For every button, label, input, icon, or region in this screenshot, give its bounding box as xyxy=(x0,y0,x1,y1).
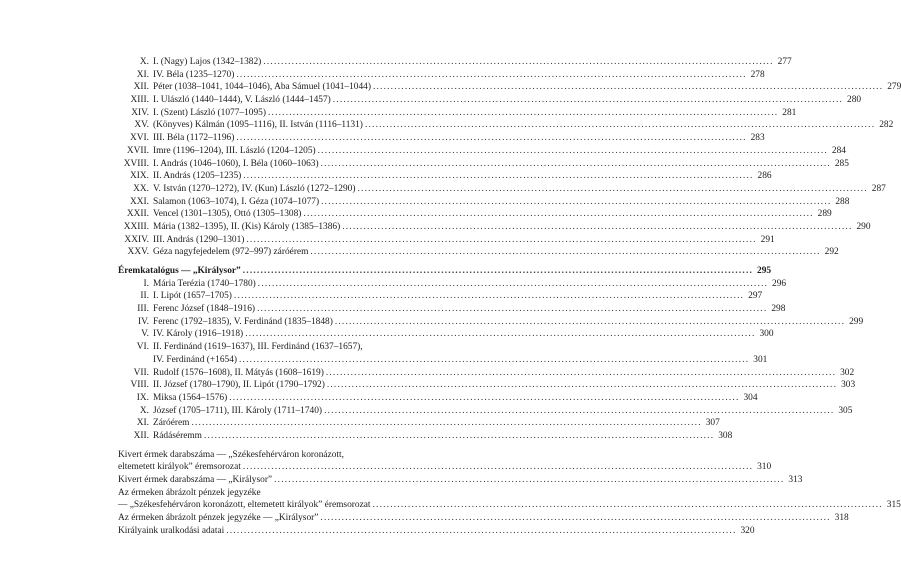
entry-title: I. András (1046–1060), I. Béla (1060–1063) xyxy=(153,158,319,169)
toc-entry[interactable] xyxy=(118,246,839,259)
toc-entry[interactable] xyxy=(118,196,850,209)
entry-number: XXII. xyxy=(126,209,149,220)
entry-title: József (1705–1711), III. Károly (1711–1740) xyxy=(153,405,323,416)
entry-title: Salamon (1063–1074), I. Géza (1074–1077) xyxy=(153,196,320,207)
entry-title: Rudolf (1576–1608), II. Mátyás (1608–1619) xyxy=(153,367,324,378)
entry-number: V. xyxy=(141,329,149,340)
entry-page: 277 xyxy=(777,57,792,67)
entry-number: I. xyxy=(143,278,149,289)
toc-entry[interactable] xyxy=(118,56,792,69)
appendix-title: Az érmeken ábrázolt pénzek jegyzéke xyxy=(118,487,261,498)
toc-entry[interactable] xyxy=(118,278,787,291)
toc-entry[interactable] xyxy=(118,221,871,234)
entry-page: 291 xyxy=(760,234,775,245)
entry-title: Géza nagyfejedelem (972–997) záróérem xyxy=(153,247,309,258)
entry-title: IV. Béla (1235–1270) xyxy=(153,69,235,80)
leader-dots xyxy=(373,499,883,512)
leader-dots xyxy=(229,392,739,405)
entry-page: 283 xyxy=(750,133,765,144)
leader-dots xyxy=(324,405,834,418)
toc-entry[interactable] xyxy=(118,303,786,316)
entry-number: XVIII. xyxy=(123,158,149,169)
section-heading[interactable] xyxy=(118,265,772,278)
leader-dots xyxy=(365,119,875,132)
entry-number: X. xyxy=(139,57,149,67)
leader-dots xyxy=(204,430,714,443)
leader-dots xyxy=(320,512,830,525)
appendix-page: 320 xyxy=(740,525,755,536)
entry-page: 298 xyxy=(771,304,786,315)
entry-title: II. András (1205–1235) xyxy=(153,171,242,182)
table-of-contents xyxy=(118,56,901,537)
leader-dots xyxy=(268,107,778,120)
appendix-entry[interactable] xyxy=(118,512,849,525)
entry-title: Mária Terézia (1740–1780) xyxy=(153,278,256,289)
appendix-entry[interactable] xyxy=(118,461,772,474)
appendix-page: 318 xyxy=(834,513,849,524)
entry-page: 286 xyxy=(757,171,772,182)
appendix-entry[interactable] xyxy=(118,487,414,500)
toc-entry[interactable] xyxy=(118,170,772,183)
toc-entry[interactable] xyxy=(118,132,765,145)
entry-title: Péter (1038–1041, 1044–1046), Aba Sámuel (1041–1044) xyxy=(153,82,371,93)
entry-page: 301 xyxy=(753,354,768,365)
toc-entry[interactable] xyxy=(118,417,720,430)
leader-dots xyxy=(263,56,773,69)
entry-page: 297 xyxy=(748,291,763,302)
toc-entry[interactable] xyxy=(118,316,864,329)
entry-title: I. Ulászló (1440–1444), V. László (1444–1457) xyxy=(153,95,331,106)
leader-dots xyxy=(373,81,883,94)
entry-page: 308 xyxy=(718,430,733,441)
entry-number: XI. xyxy=(136,69,149,80)
leader-dots xyxy=(335,316,845,329)
leader-dots xyxy=(358,183,868,196)
toc-entry[interactable] xyxy=(118,81,901,94)
toc-entry[interactable] xyxy=(118,341,414,354)
entry-title: I. (Szent) László (1077–1095) xyxy=(153,107,266,118)
entry-number: XVI. xyxy=(129,133,149,144)
entry-number: XII. xyxy=(133,82,149,93)
entry-number: XVII. xyxy=(126,145,149,156)
toc-entry[interactable] xyxy=(118,145,846,158)
appendix-entry[interactable] xyxy=(118,499,901,512)
toc-entry[interactable] xyxy=(118,107,797,120)
leader-dots xyxy=(321,158,831,171)
leader-dots xyxy=(342,221,852,234)
appendix-title: Kivert érmek darabszáma — „Székesfehérváron koronázott, xyxy=(118,449,344,460)
leader-dots xyxy=(191,417,701,430)
entry-number: XII. xyxy=(133,430,149,441)
entry-page: 280 xyxy=(847,95,862,106)
leader-dots xyxy=(234,290,744,303)
entry-title: Rádáséremm xyxy=(153,430,202,441)
entry-number: XIV. xyxy=(131,107,149,118)
entry-number: IX. xyxy=(136,392,149,403)
toc-entry[interactable] xyxy=(118,328,774,341)
entry-title: Ferenc (1792–1835), V. Ferdinánd (1835–1848) xyxy=(153,316,333,327)
entry-number: XX. xyxy=(133,183,149,194)
toc-entry[interactable] xyxy=(118,183,886,196)
toc-entry[interactable] xyxy=(118,234,775,247)
entry-title: Mária (1382–1395), II. (Kis) Károly (1385–1386) xyxy=(153,221,341,232)
appendix-entry[interactable] xyxy=(118,525,755,538)
leader-dots xyxy=(326,367,836,380)
section-page: 295 xyxy=(757,266,772,276)
entry-title: IV. Károly (1916–1918) xyxy=(153,329,244,340)
leader-dots xyxy=(274,474,784,487)
entry-number: VIII. xyxy=(130,380,149,391)
entry-page: 282 xyxy=(879,120,894,131)
leader-dots xyxy=(321,196,831,209)
leader-dots xyxy=(333,94,843,107)
entry-number: XIX. xyxy=(129,171,149,182)
leader-dots xyxy=(245,328,755,341)
appendix-title: Kivert érmek darabszáma — „Királysor” xyxy=(118,475,273,485)
entry-page: 281 xyxy=(782,107,797,118)
appendix-page: 315 xyxy=(886,500,901,511)
entry-page: 303 xyxy=(841,380,856,391)
appendix-title: Az érmeken ábrázolt pénzek jegyzéke — „Királysor” xyxy=(118,513,319,524)
appendix-entry[interactable] xyxy=(118,474,803,487)
entry-page: 289 xyxy=(817,209,832,220)
entry-title: III. András (1290–1301) xyxy=(153,234,245,245)
toc-entry-continuation[interactable] xyxy=(118,354,768,367)
leader-dots xyxy=(243,265,753,278)
toc-entry[interactable] xyxy=(118,430,733,443)
leader-dots xyxy=(236,132,746,145)
entry-number: XXV. xyxy=(127,247,149,258)
leader-dots xyxy=(239,354,749,367)
appendix-page: 310 xyxy=(757,462,772,473)
entry-page: 300 xyxy=(759,329,774,340)
entry-title: II. Ferdinánd (1619–1637), III. Ferdinánd (1637–1657), xyxy=(153,342,363,353)
entry-title: Miksa (1564–1576) xyxy=(153,392,228,403)
entry-title: I. (Nagy) Lajos (1342–1382) xyxy=(153,57,262,67)
leader-dots xyxy=(257,303,767,316)
entry-page: 278 xyxy=(750,69,765,80)
leader-dots xyxy=(258,278,768,291)
leader-dots xyxy=(226,525,736,538)
entry-number: XIII. xyxy=(130,95,149,106)
toc-entry[interactable] xyxy=(118,119,894,132)
entry-page: 305 xyxy=(838,405,853,416)
appendix-entry[interactable] xyxy=(118,449,414,462)
toc-entry[interactable] xyxy=(118,208,832,221)
entry-page: 292 xyxy=(824,247,839,258)
entry-page: 304 xyxy=(743,392,758,403)
entry-number: IV. xyxy=(137,316,149,327)
entry-title: IV. Ferdinánd (+1654) xyxy=(153,354,238,365)
entry-page: 279 xyxy=(887,82,901,93)
leader-dots xyxy=(243,170,753,183)
entry-number: XXIII. xyxy=(123,221,149,232)
entry-title: V. István (1270–1272), IV. (Kun) László (1272–1290) xyxy=(153,183,356,194)
leader-dots xyxy=(243,461,753,474)
toc-entry[interactable] xyxy=(118,379,856,392)
toc-entry[interactable] xyxy=(118,392,758,405)
entry-page: 302 xyxy=(840,367,855,378)
entry-title: Vencel (1301–1305), Ottó (1305–1308) xyxy=(153,209,302,220)
entry-page: 287 xyxy=(871,183,886,194)
toc-entry[interactable] xyxy=(118,367,855,380)
entry-number: XV. xyxy=(134,120,149,131)
entry-title: III. Béla (1172–1196) xyxy=(153,133,235,144)
leader-dots xyxy=(327,379,837,392)
toc-entry[interactable] xyxy=(118,69,765,82)
entry-page: 299 xyxy=(849,316,864,327)
entry-number: II. xyxy=(140,291,149,302)
leader-dots xyxy=(310,246,820,259)
entry-title: (Könyves) Kálmán (1095–1116), II. István (1116–1131) xyxy=(153,120,363,131)
appendix-title: Királyaink uralkodási adatai xyxy=(118,525,225,536)
entry-number: VII. xyxy=(133,367,149,378)
toc-entry[interactable] xyxy=(118,405,853,418)
entry-title: Záróérem xyxy=(153,418,190,429)
entry-number: XXIV. xyxy=(124,234,149,245)
toc-entry[interactable] xyxy=(118,290,763,303)
leader-dots xyxy=(236,69,746,82)
entry-page: 284 xyxy=(831,145,846,156)
entry-number: X. xyxy=(139,405,149,416)
entry-number: XXI. xyxy=(129,196,149,207)
leader-dots xyxy=(303,208,813,221)
entry-number: XI. xyxy=(136,418,149,429)
entry-page: 307 xyxy=(705,418,720,429)
section-title: Éremkatalógus — „Királysor” xyxy=(118,266,241,276)
entry-title: I. Lipót (1657–1705) xyxy=(153,291,232,302)
appendix-page: 313 xyxy=(788,475,803,485)
leader-dots xyxy=(246,234,756,247)
toc-entry[interactable] xyxy=(118,94,862,107)
entry-page: 288 xyxy=(835,196,850,207)
entry-title: II. József (1780–1790), II. Lipót (1790–1792) xyxy=(153,380,325,391)
leader-dots xyxy=(318,145,828,158)
entry-page: 290 xyxy=(856,221,871,232)
entry-title: Ferenc József (1848–1916) xyxy=(153,304,256,315)
appendix-title: — „Székesfehérváron koronázott, eltemetett királyok” éremsorozat xyxy=(118,500,371,511)
entry-number: III. xyxy=(137,304,149,315)
entry-page: 296 xyxy=(772,278,787,289)
appendix-title: eltemetett királyok” éremsorozat xyxy=(118,462,241,473)
entry-title: Imre (1196–1204), III. László (1204–1205) xyxy=(153,145,316,156)
toc-entry[interactable] xyxy=(118,158,849,171)
entry-number: VI. xyxy=(136,342,149,353)
entry-page: 285 xyxy=(834,158,849,169)
